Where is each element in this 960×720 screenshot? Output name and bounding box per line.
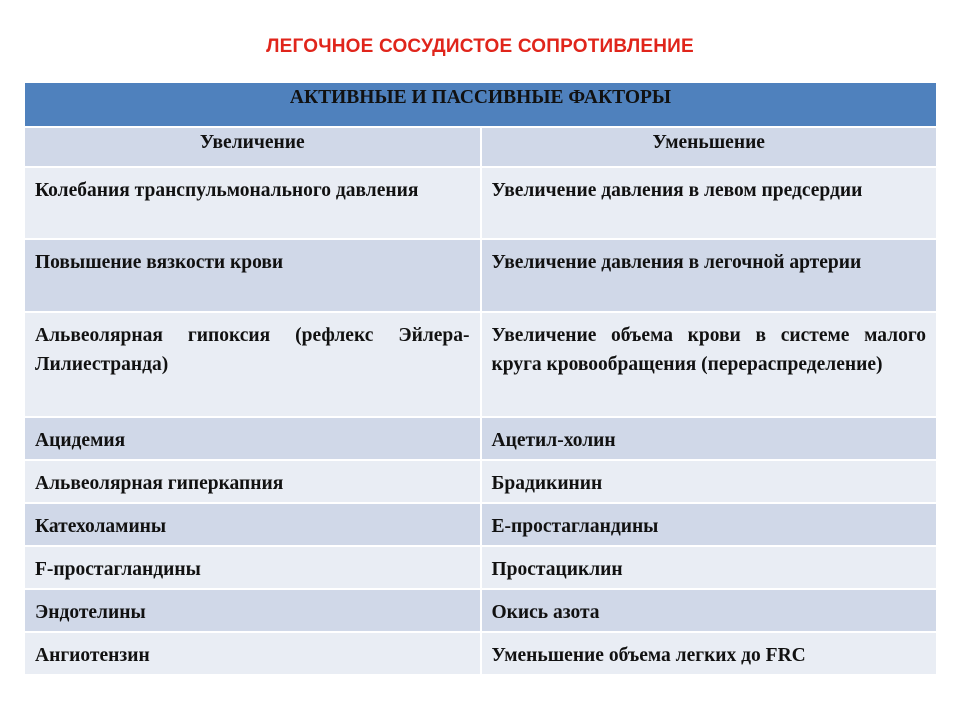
table-row: [24, 167, 937, 239]
increase-factor-cell: Альвеолярная гипоксия (рефлекс Эйлера-Лилиестранда): [24, 312, 481, 417]
decrease-factor-cell: Увеличение давления в левом предсердии: [481, 167, 938, 239]
increase-factor-cell: Ангиотензин: [24, 632, 481, 675]
table-row: [24, 632, 937, 675]
increase-factor-cell: Колебания транспульмонального давления: [24, 167, 481, 239]
table-row: [24, 417, 937, 460]
column-header-increase: Увеличение: [24, 127, 481, 167]
increase-factor-cell: Ацидемия: [24, 417, 481, 460]
increase-factor-cell: Альвеолярная гиперкапния: [24, 460, 481, 503]
decrease-factor-cell: Простациклин: [481, 546, 938, 589]
table-header: АКТИВНЫЕ И ПАССИВНЫЕ ФАКТОРЫ: [24, 82, 937, 127]
table-row: [24, 239, 937, 312]
column-header-decrease: Уменьшение: [481, 127, 938, 167]
table-row: [24, 546, 937, 589]
table-row: [24, 460, 937, 503]
table-header-row: [24, 82, 937, 127]
decrease-factor-cell: Увеличение объема крови в системе малого круга кровообращения (перераспределение): [481, 312, 938, 417]
table-row: [24, 589, 937, 632]
column-header-row: [24, 127, 937, 167]
decrease-factor-cell: Увеличение давления в легочной артерии: [481, 239, 938, 312]
decrease-factor-cell: Ацетил-холин: [481, 417, 938, 460]
table-row: [24, 503, 937, 546]
increase-factor-cell: Катехоламины: [24, 503, 481, 546]
decrease-factor-cell: Окись азота: [481, 589, 938, 632]
increase-factor-cell: Эндотелины: [24, 589, 481, 632]
increase-factor-cell: Повышение вязкости крови: [24, 239, 481, 312]
slide-title: ЛЕГОЧНОЕ СОСУДИСТОЕ СОПРОТИВЛЕНИЕ: [266, 36, 694, 57]
increase-factor-cell: F-простагландины: [24, 546, 481, 589]
factors-table: [23, 81, 938, 676]
table-row: [24, 312, 937, 417]
decrease-factor-cell: Е-простагландины: [481, 503, 938, 546]
decrease-factor-cell: Уменьшение объема легких до FRC: [481, 632, 938, 675]
decrease-factor-cell: Брадикинин: [481, 460, 938, 503]
